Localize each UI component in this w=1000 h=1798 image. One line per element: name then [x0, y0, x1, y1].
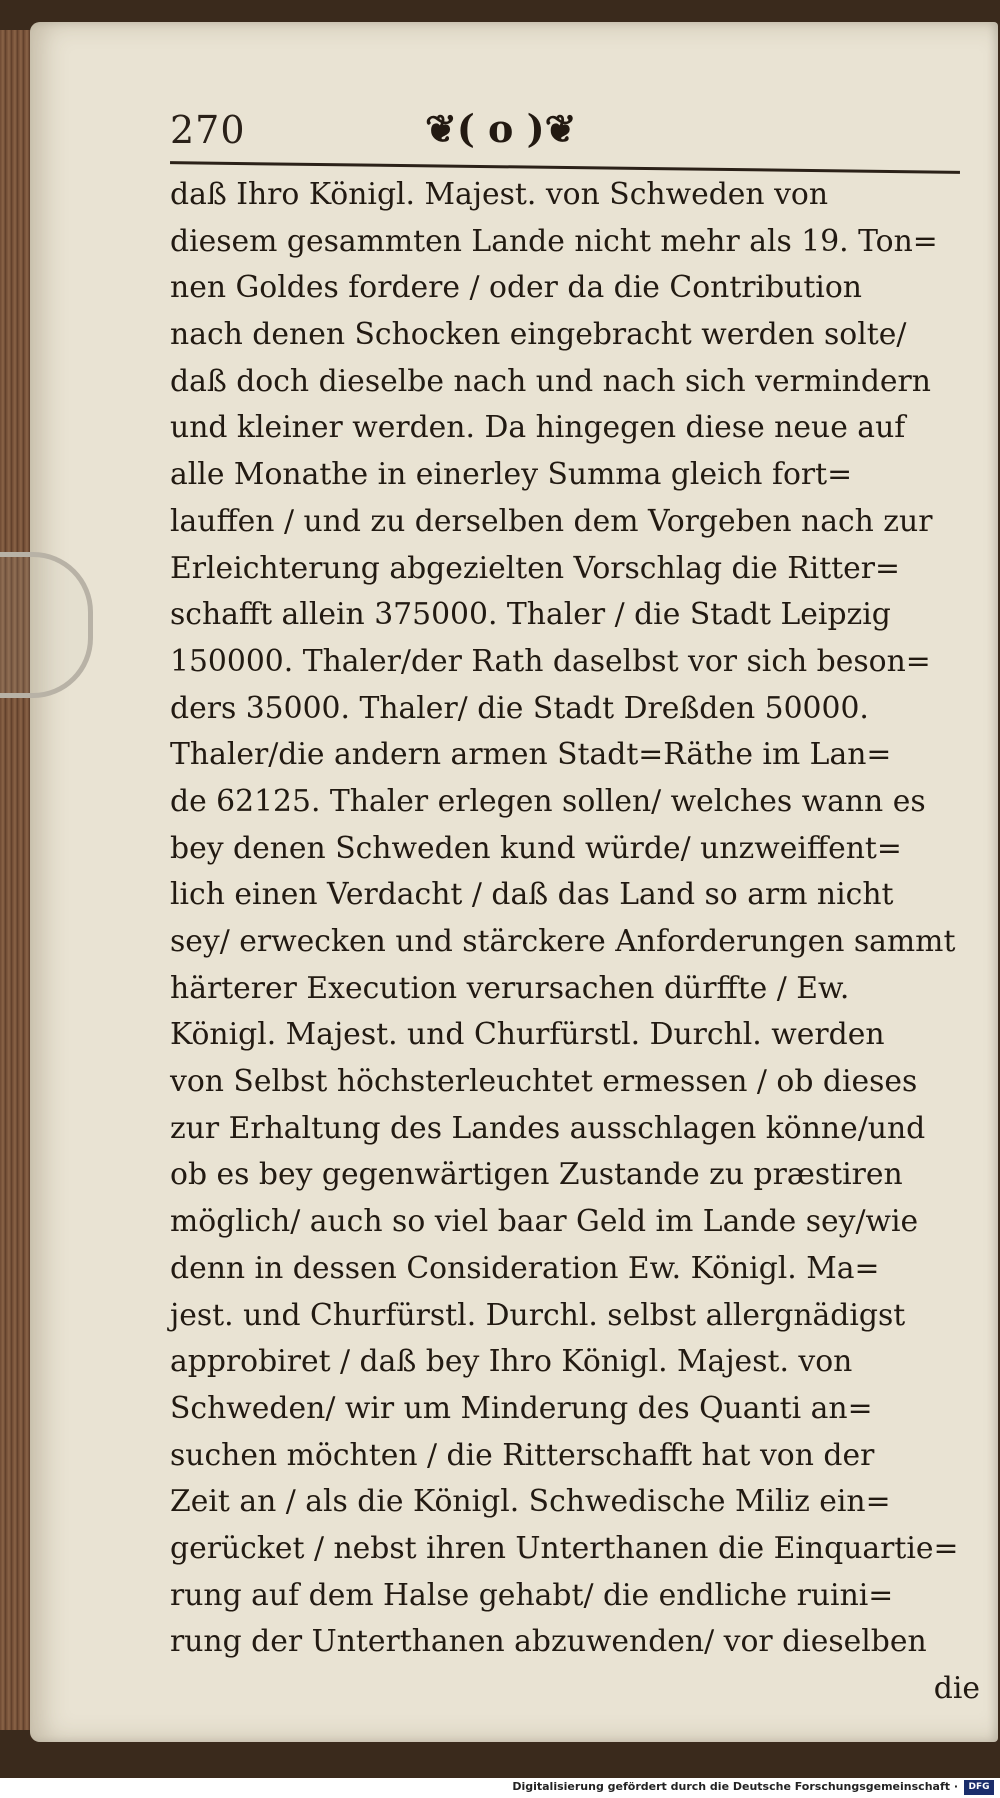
- text-line: alle Monathe in einerley Summa gleich fort=: [170, 457, 853, 493]
- text-line: Schweden/ wir um Minderung des Quanti an=: [170, 1390, 873, 1426]
- text-line: suchen möchten / die Ritterschafft hat von der: [170, 1437, 875, 1473]
- text-line: lich einen Verdacht / daß das Land so arm nicht: [170, 877, 894, 913]
- text-line: daß Ihro Königl. Majest. von Schweden von: [170, 177, 829, 212]
- text-line: jest. und Churfürstl. Durchl. selbst allergnädigst: [170, 1297, 906, 1333]
- text-line: gerücket / nebst ihren Unterthanen die Einquartie=: [170, 1530, 959, 1566]
- footer-bar: [0, 1778, 1000, 1798]
- page-header: [170, 108, 960, 166]
- funding-credit: Digitalisierung gefördert durch die Deutsche Forschungsgemeinschaft ·: [512, 1780, 958, 1793]
- text-line: zur Erhaltung des Landes ausschlagen könne/und: [170, 1110, 926, 1146]
- text-line: ob es bey gegenwärtigen Zustande zu præstiren: [170, 1157, 903, 1193]
- header-ornament: ❦( o )❦: [425, 106, 577, 151]
- catchword: die: [933, 1671, 980, 1706]
- text-line: nen Goldes fordere / oder da die Contribution: [170, 270, 862, 306]
- text-line: diesem gesammten Lande nicht mehr als 19. Ton=: [170, 223, 938, 259]
- text-line: rung der Unterthanen abzuwenden/ vor dieselben: [170, 1624, 927, 1660]
- text-line: nach denen Schocken eingebracht werden solte/: [170, 317, 907, 353]
- text-line: approbiret / daß bey Ihro Königl. Majest. von: [170, 1344, 853, 1380]
- text-line: 150000. Thaler/der Rath daselbst vor sich beson=: [170, 643, 931, 679]
- text-line: rung auf dem Halse gehabt/ die endliche ruini=: [170, 1577, 894, 1613]
- text-line: denn in dessen Consideration Ew. Königl. Ma=: [170, 1250, 880, 1286]
- text-line: sey/ erwecken und stärckere Anforderungen sammt: [170, 924, 956, 959]
- text-line: bey denen Schweden kund würde/ unzweiffent=: [170, 830, 902, 866]
- text-line: möglich/ auch so viel baar Geld im Lande sey/wie: [170, 1204, 919, 1240]
- text-line: Thaler/die andern armen Stadt=Räthe im Lan=: [170, 737, 892, 773]
- text-line: Zeit an / als die Königl. Schwedische Miliz ein=: [170, 1484, 891, 1520]
- text-line: daß doch dieselbe nach und nach sich vermindern: [170, 363, 931, 399]
- page-clip: [0, 552, 93, 698]
- body-text: [170, 172, 980, 1713]
- dfg-logo: DFG: [964, 1780, 994, 1795]
- text-line: ders 35000. Thaler/ die Stadt Dreßden 50000.: [170, 690, 869, 726]
- page-number: 270: [170, 108, 246, 152]
- text-line: de 62125. Thaler erlegen sollen/ welches wann es: [170, 783, 926, 819]
- text-line: von Selbst höchsterleuchtet ermessen / ob dieses: [170, 1064, 918, 1100]
- text-line: schafft allein 375000. Thaler / die Stadt Leipzig: [170, 597, 891, 633]
- text-line: lauffen / und zu derselben dem Vorgeben nach zur: [170, 503, 933, 539]
- text-line: und kleiner werden. Da hingegen diese neue auf: [170, 410, 906, 446]
- text-line: Erleichterung abgezielten Vorschlag die Ritter=: [170, 550, 900, 586]
- text-line: härterer Execution verursachen dürffte / Ew.: [170, 970, 850, 1006]
- text-line: Königl. Majest. und Churfürstl. Durchl. werden: [170, 1017, 885, 1053]
